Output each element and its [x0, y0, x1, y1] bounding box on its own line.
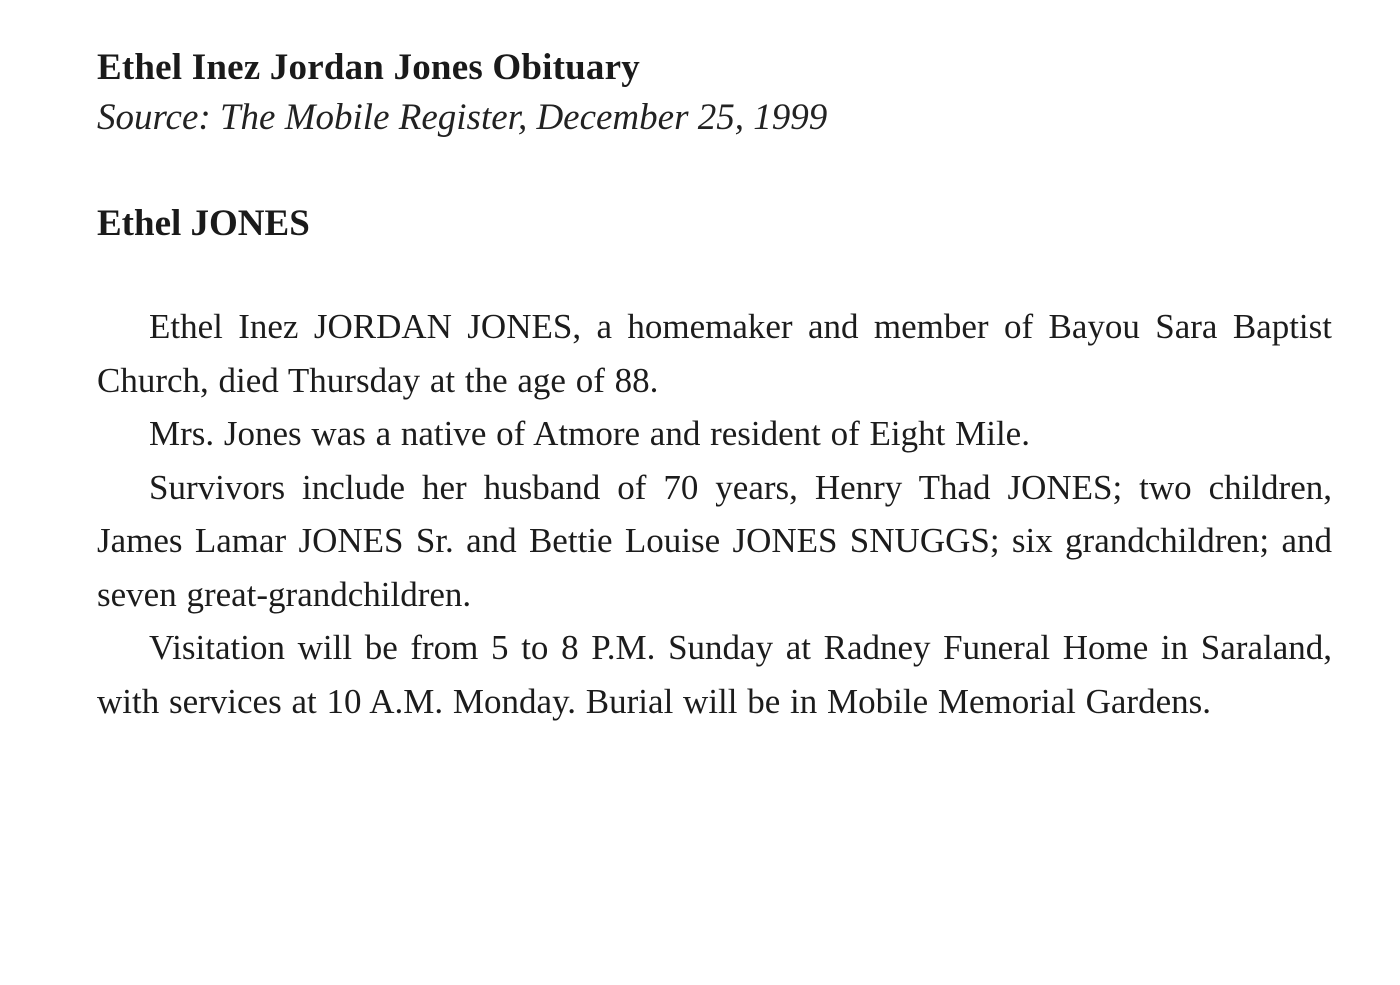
obituary-document [97, 44, 1332, 728]
deceased-heading: Ethel JONES [97, 203, 310, 244]
document-title: Ethel Inez Jordan Jones Obituary [97, 47, 640, 88]
paragraph-residence: Mrs. Jones was a native of Atmore and resident of Eight Mile. [149, 414, 1030, 453]
source-citation: Source: The Mobile Register, December 25, 1999 [97, 97, 828, 138]
paragraph-services: Visitation will be from 5 to 8 P.M. Sunday at Radney Funeral Home in Saraland, with services at 10 A.M. Monday. Burial will be in Mobile Memorial Gardens. [97, 628, 1332, 721]
paragraph-intro: Ethel Inez JORDAN JONES, a homemaker and member of Bayou Sara Baptist Church, died Thursday at the age of 88. [97, 307, 1332, 400]
paragraph-survivors: Survivors include her husband of 70 years, Henry Thad JONES; two children, James Lamar JONES Sr. and Bettie Louise JONES SNUGGS; six grandchildren; and seven great-grandchildren. [97, 467, 1332, 614]
obituary-body [97, 300, 1332, 728]
